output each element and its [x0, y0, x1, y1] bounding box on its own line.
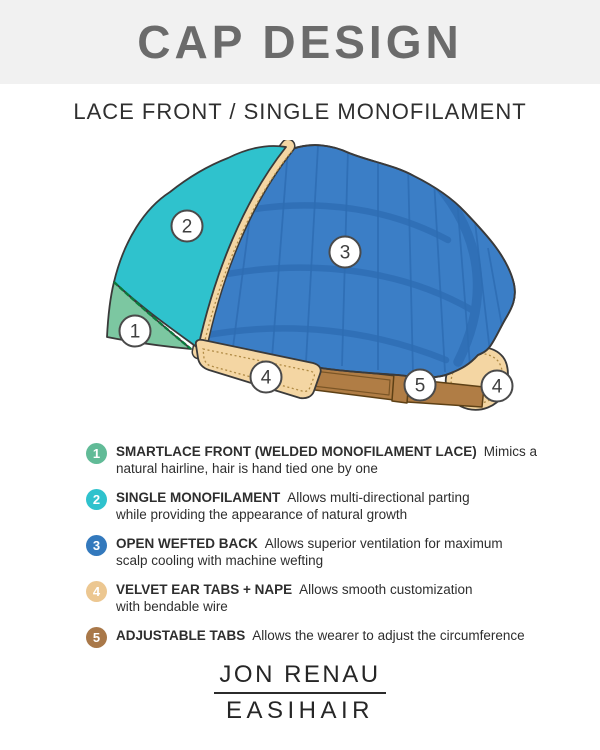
legend-dot-1: 1: [86, 443, 107, 464]
legend-text-2: SINGLE MONOFILAMENT Allows multi-directional parting while providing the appearance of natural growth: [116, 490, 470, 522]
badge-2: [172, 211, 203, 242]
legend-text-1: SMARTLACE FRONT (WELDED MONOFILAMENT LACE) Mimics a natural hairline, hair is hand tied one by one: [116, 444, 537, 476]
svg-text:4: 4: [491, 376, 503, 398]
svg-text:2: 2: [181, 216, 193, 238]
brand-divider: [214, 692, 386, 694]
legend: [86, 444, 546, 648]
legend-dot-5: 5: [86, 627, 107, 648]
legend-text-3: OPEN WEFTED BACK Allows superior ventilation for maximum scalp cooling with machine wefting: [116, 536, 503, 568]
svg-text:3: 3: [339, 242, 351, 264]
legend-item-open-wefted-back: [86, 536, 546, 569]
svg-text:4: 4: [260, 367, 272, 389]
legend-item-velvet-ear-tabs: [86, 582, 546, 615]
cap-subtitle: LACE FRONT / SINGLE MONOFILAMENT: [73, 99, 527, 124]
badge-1: [120, 316, 151, 347]
legend-text-4: VELVET EAR TABS + NAPE Allows smooth customization with bendable wire: [116, 582, 473, 614]
legend-item-smartlace-front: [86, 444, 546, 477]
svg-text:1: 1: [129, 321, 141, 343]
brand-line: EASIHAIR: [225, 697, 375, 724]
badge-4-left: [251, 362, 282, 393]
badge-5: [405, 370, 436, 401]
legend-dot-3: 3: [86, 535, 107, 556]
svg-text:5: 5: [414, 375, 426, 397]
legend-text-5: ADJUSTABLE TABS Allows the wearer to adjust the circumference: [116, 628, 525, 643]
page-title: CAP DESIGN: [137, 16, 463, 68]
brand-name: JON RENAU: [219, 661, 381, 688]
legend-dot-2: 2: [86, 489, 107, 510]
legend-item-adjustable-tabs: [86, 628, 546, 648]
badge-4-right: [482, 371, 513, 402]
brand-footer: [0, 661, 600, 725]
badge-3: [330, 237, 361, 268]
legend-dot-4: 4: [86, 581, 107, 602]
cap-diagram-svg: [0, 140, 600, 437]
cap-diagram: [0, 140, 600, 437]
legend-item-single-monofilament: [86, 490, 546, 523]
header-banner: [0, 0, 600, 84]
